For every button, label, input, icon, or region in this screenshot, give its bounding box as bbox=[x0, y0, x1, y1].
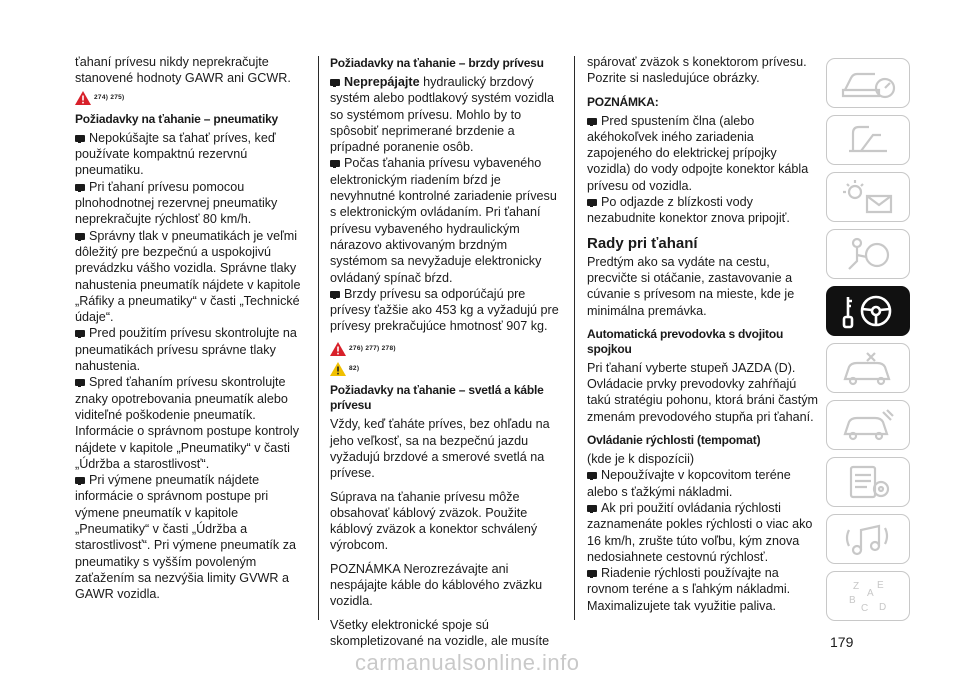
section-heading: Požiadavky na ťahanie – svetlá a káble prívesu bbox=[330, 383, 544, 413]
svg-text:D: D bbox=[879, 602, 887, 613]
section-title: Rady pri ťahaní bbox=[587, 234, 698, 252]
section-heading: Požiadavky na ťahanie – pneumatiky bbox=[75, 111, 279, 126]
column-divider bbox=[318, 56, 319, 620]
bullet-icon bbox=[587, 505, 597, 512]
note-references: 276) 277) 278) bbox=[349, 344, 396, 352]
alphabetical-index-icon bbox=[839, 577, 897, 615]
bullet-item: Ak pri použití ovládania rýchlosti zaznamenáte pokles rýchlosti o viac ako 16 km/h, zrušte túto voľbu, kým znova nedosiahnete cestovnú rýchlosť. bbox=[587, 500, 813, 564]
section-heading: Ovládanie rýchlosti (tempomat) bbox=[587, 433, 761, 448]
bullet-item: Nepokúšajte sa ťahať príves, keď používate kompaktnú rezervnú pneumatiku. bbox=[75, 130, 276, 178]
specifications-icon bbox=[839, 463, 897, 501]
paragraph: spárovať zväzok s konektorom prívesu. Pozrite si nasledujúce obrázky. bbox=[587, 55, 807, 86]
section-heading: Automatická prevodovka s dvojitou spojkou bbox=[587, 326, 784, 356]
column-right bbox=[587, 54, 819, 614]
svg-text:Z: Z bbox=[853, 581, 860, 592]
caution-icon bbox=[330, 362, 346, 376]
bullet-icon bbox=[587, 199, 597, 206]
bullet-icon bbox=[587, 118, 597, 125]
paragraph: ťahaní prívesu nikdy neprekračujte stanovené hodnoty GAWR ani GCWR. bbox=[75, 55, 291, 86]
tab-car-dashboard[interactable] bbox=[826, 58, 910, 108]
bullet-item: Pred použitím prívesu skontrolujte na pneumatikách prívesu správne tlaky nahustenia. bbox=[75, 326, 297, 374]
section-heading: Požiadavky na ťahanie – brzdy prívesu bbox=[330, 56, 544, 70]
bullet-icon bbox=[75, 184, 85, 191]
bullet-item: Spred ťahaním prívesu skontrolujte znaky opotrebovania pneumatík alebo viditeľné poškodenie pneumatík. Informácie o správnom postupe kontroly nájdete v kapitole „Pneumatiky“ v časti „Údržba a starostlivosť“. bbox=[75, 375, 300, 471]
paragraph: Všetky elektronické spoje sú skompletizované na vozidle, ale musíte bbox=[330, 617, 550, 648]
bullet-icon bbox=[330, 160, 340, 167]
caution-note bbox=[330, 361, 562, 377]
paragraph: Predtým ako sa vydáte na cestu, precvičte si otáčanie, zastavovanie a cúvanie s prívesom na mieste, kde je minimálna premávka. bbox=[587, 254, 795, 318]
bullet-item: Počas ťahania prívesu vybaveného elektronickým riadením bŕzd je nevyhnutné kontrolné zariadenie prívesu s elektronickým ovládaním. Pri ťahaní prívesu vybaveného hydraulickým nárazovo aktivovaným brzdným systémom sa nevyžaduje elektronicky ovládaný spínač bŕzd. bbox=[330, 156, 557, 285]
note-references: 274) 275) bbox=[94, 93, 125, 101]
bullet-icon bbox=[330, 79, 340, 86]
warning-triangle-icon bbox=[75, 91, 91, 105]
bullet-icon bbox=[587, 570, 597, 577]
bullet-item: Pri výmene pneumatík nájdete informácie o správnom postupe pri výmene pneumatík v kapitole „Pneumatiky“ v časti „Údržba a starostlivosť“. Pri výmene pneumatík za pneumatiky s vyšším povoleným zaťažením sa nezvýšia limity GVWR a GAWR vozidla. bbox=[75, 473, 296, 602]
watermark: carmanualsonline.info bbox=[355, 650, 580, 675]
column-middle bbox=[330, 54, 562, 649]
paragraph: POZNÁMKA Nerozrezávajte ani nespájajte káble do káblového zväzku vozidla. bbox=[330, 561, 543, 609]
tab-car-seat[interactable] bbox=[826, 115, 910, 165]
bullet-item: Správny tlak v pneumatikách je veľmi dôležitý pre bezpečnú a uspokojivú prevádzku vášho vozidla. Správne tlaky nahustenia pneumatík nájdete v kapitole „Ráfiky a pneumatiky“ v časti „Technické údaje“. bbox=[75, 228, 301, 325]
svg-text:B: B bbox=[849, 595, 856, 606]
page-number: 179 bbox=[830, 634, 854, 650]
note-references: 82) bbox=[349, 365, 360, 373]
bullet-item: Nepoužívajte v kopcovitom teréne alebo s ťažkými nákladmi. bbox=[587, 468, 791, 499]
tab-starting-driving[interactable] bbox=[826, 286, 910, 336]
bullet-item: Riadenie rýchlosti používajte na rovnom teréne a s ľahkým nákladmi. Maximalizujete tak využitie paliva. bbox=[587, 566, 791, 613]
bullet-item: Pri ťahaní prívesu pomocou plnohodnotnej rezervnej pneumatiky neprekračujte rýchlosť 80 km/h. bbox=[75, 179, 278, 227]
bullet-item: Po odjazde z blízkosti vody nezabudnite konektor znova pripojiť. bbox=[587, 195, 790, 226]
paragraph: (kde je k dispozícii) bbox=[587, 452, 695, 467]
airbag-safety-icon bbox=[839, 235, 897, 273]
warning-light-message-icon bbox=[839, 178, 897, 216]
column-left bbox=[75, 54, 307, 603]
car-hazard-icon bbox=[839, 349, 897, 387]
tab-emergency[interactable] bbox=[826, 343, 910, 393]
warning-note bbox=[75, 90, 307, 106]
note-heading: POZNÁMKA: bbox=[587, 94, 659, 109]
bullet-item: Brzdy prívesu sa odporúčajú pre prívesy ťažšie ako 453 kg a vyžadujú pre prívesy prekračujúce hmotnosť 907 kg. bbox=[330, 286, 559, 334]
bullet-icon bbox=[75, 233, 85, 240]
bullet-icon bbox=[587, 472, 597, 479]
tab-warning-lights[interactable] bbox=[826, 172, 910, 222]
svg-text:C: C bbox=[861, 603, 869, 614]
tab-specifications[interactable] bbox=[826, 457, 910, 507]
tab-servicing[interactable] bbox=[826, 400, 910, 450]
key-steering-wheel-icon bbox=[838, 291, 898, 331]
paragraph: Súprava na ťahanie prívesu môže obsahovať káblový zväzok. Použite káblový zväzok a konektor schválený výrobcom. bbox=[330, 489, 538, 553]
multimedia-icon bbox=[839, 520, 897, 558]
paragraph: Pri ťahaní vyberte stupeň JAZDA (D). Ovládacie prvky prevodovky zahŕňajú takú stratégiu pohonu, ktorá bráni častým zmenám prevodového stupňa pri ťahaní. bbox=[587, 360, 819, 424]
svg-text:E: E bbox=[877, 580, 884, 591]
tab-safety[interactable] bbox=[826, 229, 910, 279]
bullet-item: Pred spustením člna (alebo akéhokoľvek iného zariadenia zapojeného do elektrickej prípojky vozidla) do vody odpojte konektor kábla prívesu od vozidla. bbox=[587, 113, 809, 193]
tab-multimedia[interactable] bbox=[826, 514, 910, 564]
bullet-item: Neprepájajte hydraulický brzdový systém alebo podtlakový systém vozidla so systémom prívesu. Mohlo by to spôsobiť neprimerané brzdenie a prípadné poranenie osôb. bbox=[330, 75, 554, 155]
tab-index[interactable] bbox=[826, 571, 910, 621]
bullet-icon bbox=[75, 477, 85, 484]
car-dashboard-icon bbox=[839, 64, 897, 102]
bullet-icon bbox=[75, 379, 85, 386]
chapter-sidebar bbox=[826, 58, 910, 628]
warning-note bbox=[330, 341, 562, 357]
car-service-icon bbox=[839, 406, 897, 444]
car-seat-icon bbox=[839, 121, 897, 159]
paragraph: Vždy, keď ťaháte príves, bez ohľadu na jeho veľkosť, sa na bezpečnú jazdu vyžadujú brzdové a smerové svetlá na prívese. bbox=[330, 417, 550, 481]
column-divider bbox=[574, 56, 575, 620]
warning-triangle-icon bbox=[330, 342, 346, 356]
svg-text:A: A bbox=[867, 588, 874, 599]
bullet-icon bbox=[75, 330, 85, 337]
bullet-icon bbox=[75, 135, 85, 142]
bullet-icon bbox=[330, 291, 340, 298]
